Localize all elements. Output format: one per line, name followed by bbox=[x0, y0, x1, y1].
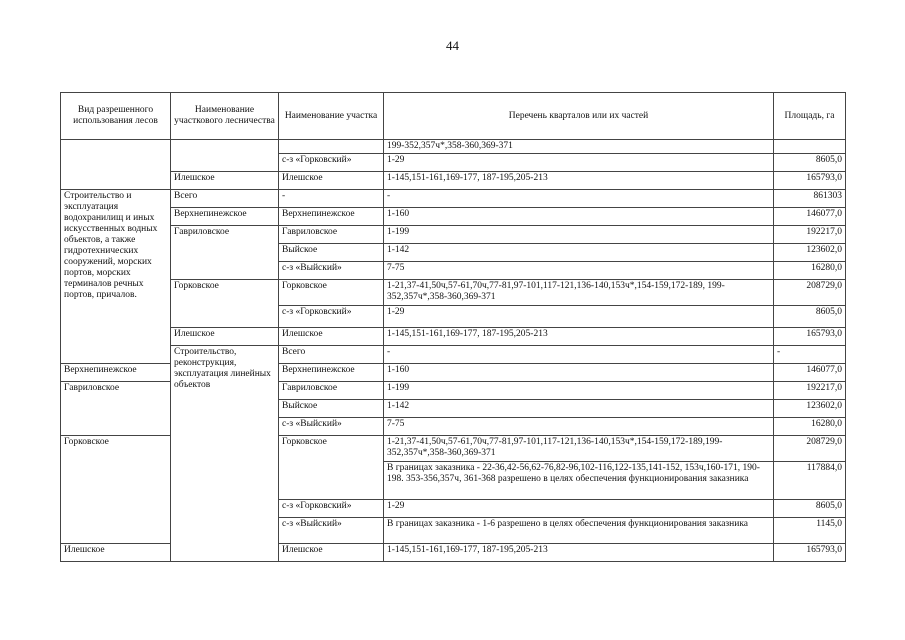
quarters-cell: 1-145,151-161,169-177, 187-195,205-213 bbox=[384, 328, 774, 346]
plot-cell: Горковское bbox=[279, 436, 384, 500]
quarters-cell: 1-142 bbox=[384, 244, 774, 262]
plot-cell: Илешское bbox=[279, 544, 384, 562]
district-cell bbox=[171, 140, 279, 172]
plot-cell: Гавриловское bbox=[279, 382, 384, 400]
quarters-cell: - bbox=[384, 190, 774, 208]
quarters-cell: 1-199 bbox=[384, 382, 774, 400]
plot-cell: с-з «Выйский» bbox=[279, 518, 384, 544]
quarters-cell: 1-160 bbox=[384, 208, 774, 226]
area-cell: 165793,0 bbox=[774, 544, 846, 562]
area-cell: 165793,0 bbox=[774, 328, 846, 346]
table-row bbox=[61, 280, 846, 306]
quarters-cell: 1-142 bbox=[384, 400, 774, 418]
use-type-cell bbox=[61, 140, 171, 190]
area-cell: 8605,0 bbox=[774, 154, 846, 172]
plot-cell: с-з «Горковский» bbox=[279, 154, 384, 172]
quarters-cell: 1-21,37-41,50ч,57-61,70ч,77-81,97-101,117-121,136-140,153ч*,154-159,172-189,199-352,357ч*,358-360,369-371 bbox=[384, 436, 774, 462]
district-cell: Горковское bbox=[61, 436, 171, 544]
quarters-cell: В границах заказника - 22-36,42-56,62-76,82-96,102-116,122-135,141-152, 153ч,160-171, 190-198. 353-356,357ч, 361-368 разрешено в целях обеспечения функционирования заказника bbox=[384, 462, 774, 500]
quarters-cell: 1-145,151-161,169-177, 187-195,205-213 bbox=[384, 544, 774, 562]
header-area: Площадь, га bbox=[774, 93, 846, 140]
table-row bbox=[61, 226, 846, 244]
plot-cell: Гавриловское bbox=[279, 226, 384, 244]
quarters-cell: 1-199 bbox=[384, 226, 774, 244]
quarters-cell: В границах заказника - 1-6 разрешено в целях обеспечения функционирования заказника bbox=[384, 518, 774, 544]
table-header-row bbox=[61, 93, 846, 140]
area-cell: 123602,0 bbox=[774, 400, 846, 418]
plot-cell: Илешское bbox=[279, 172, 384, 190]
quarters-cell: 1-145,151-161,169-177, 187-195,205-213 bbox=[384, 172, 774, 190]
area-cell: 146077,0 bbox=[774, 208, 846, 226]
plot-cell: Верхнепинежское bbox=[279, 208, 384, 226]
area-cell: 1145,0 bbox=[774, 518, 846, 544]
area-cell: 8605,0 bbox=[774, 306, 846, 328]
plot-cell: с-з «Выйский» bbox=[279, 418, 384, 436]
plot-cell: с-з «Горковский» bbox=[279, 306, 384, 328]
plot-cell: Илешское bbox=[279, 328, 384, 346]
district-cell: Верхнепинежское bbox=[61, 364, 171, 382]
area-cell: 8605,0 bbox=[774, 500, 846, 518]
plot-cell: - bbox=[384, 346, 774, 364]
forest-use-table bbox=[60, 92, 846, 562]
quarters-cell: 1-21,37-41,50ч,57-61,70ч,77-81,97-101,117-121,136-140,153ч*,154-159,172-189, 199-352,357ч*,358-360,369-371 bbox=[384, 280, 774, 306]
use-type-cell: Строительство, реконструкция, эксплуатация линейных объектов bbox=[171, 346, 279, 562]
plot-cell: с-з «Горковский» bbox=[279, 500, 384, 518]
area-cell: 208729,0 bbox=[774, 280, 846, 306]
district-cell: Илешское bbox=[61, 544, 171, 562]
header-use-type: Вид разрешенного использования лесов bbox=[61, 93, 171, 140]
plot-cell: Выйское bbox=[279, 244, 384, 262]
plot-cell: Верхнепинежское bbox=[279, 364, 384, 382]
quarters-cell: 7-75 bbox=[384, 262, 774, 280]
district-cell: Гавриловское bbox=[61, 382, 171, 436]
table-row bbox=[61, 208, 846, 226]
header-district: Наименование участкового лесничества bbox=[171, 93, 279, 140]
header-quarters: Перечень кварталов или их частей bbox=[384, 93, 774, 140]
quarters-cell: 1-29 bbox=[384, 500, 774, 518]
page-number: 44 bbox=[446, 38, 459, 53]
table-row bbox=[61, 172, 846, 190]
plot-cell: Горковское bbox=[279, 280, 384, 306]
table-row bbox=[61, 346, 846, 364]
area-cell: 165793,0 bbox=[774, 172, 846, 190]
area-cell: 117884,0 bbox=[774, 462, 846, 500]
area-cell: 208729,0 bbox=[774, 436, 846, 462]
area-cell: 16280,0 bbox=[774, 418, 846, 436]
area-cell: 192217,0 bbox=[774, 226, 846, 244]
district-cell: Верхнепинежское bbox=[171, 208, 279, 226]
plot-cell bbox=[279, 140, 384, 154]
district-cell: Илешское bbox=[171, 328, 279, 346]
area-cell: 16280,0 bbox=[774, 262, 846, 280]
plot-cell: Выйское bbox=[279, 400, 384, 418]
table-row bbox=[61, 328, 846, 346]
plot-cell: с-з «Выйский» bbox=[279, 262, 384, 280]
area-cell bbox=[774, 140, 846, 154]
area-cell: 146077,0 bbox=[774, 364, 846, 382]
quarters-cell: 1-29 bbox=[384, 154, 774, 172]
quarters-cell: 7-75 bbox=[384, 418, 774, 436]
district-cell: Гавриловское bbox=[171, 226, 279, 280]
header-plot: Наименование участка bbox=[279, 93, 384, 140]
district-cell: Всего bbox=[279, 346, 384, 364]
district-cell: Илешское bbox=[171, 172, 279, 190]
district-cell: Всего bbox=[171, 190, 279, 208]
district-cell: Горковское bbox=[171, 280, 279, 328]
quarters-cell: - bbox=[774, 346, 846, 364]
quarters-cell: 199-352,357ч*,358-360,369-371 bbox=[384, 140, 774, 154]
plot-cell: - bbox=[279, 190, 384, 208]
table-row bbox=[61, 190, 846, 208]
quarters-cell: 1-160 bbox=[384, 364, 774, 382]
area-cell: 861303 bbox=[774, 190, 846, 208]
quarters-cell: 1-29 bbox=[384, 306, 774, 328]
table-row bbox=[61, 140, 846, 154]
area-cell: 192217,0 bbox=[774, 382, 846, 400]
use-type-cell: Строительство и эксплуатация водохранилищ и иных искусственных водных объектов, а также гидротехнических сооружений, морских портов, морских терминалов речных портов, причалов. bbox=[61, 190, 171, 364]
area-cell: 123602,0 bbox=[774, 244, 846, 262]
